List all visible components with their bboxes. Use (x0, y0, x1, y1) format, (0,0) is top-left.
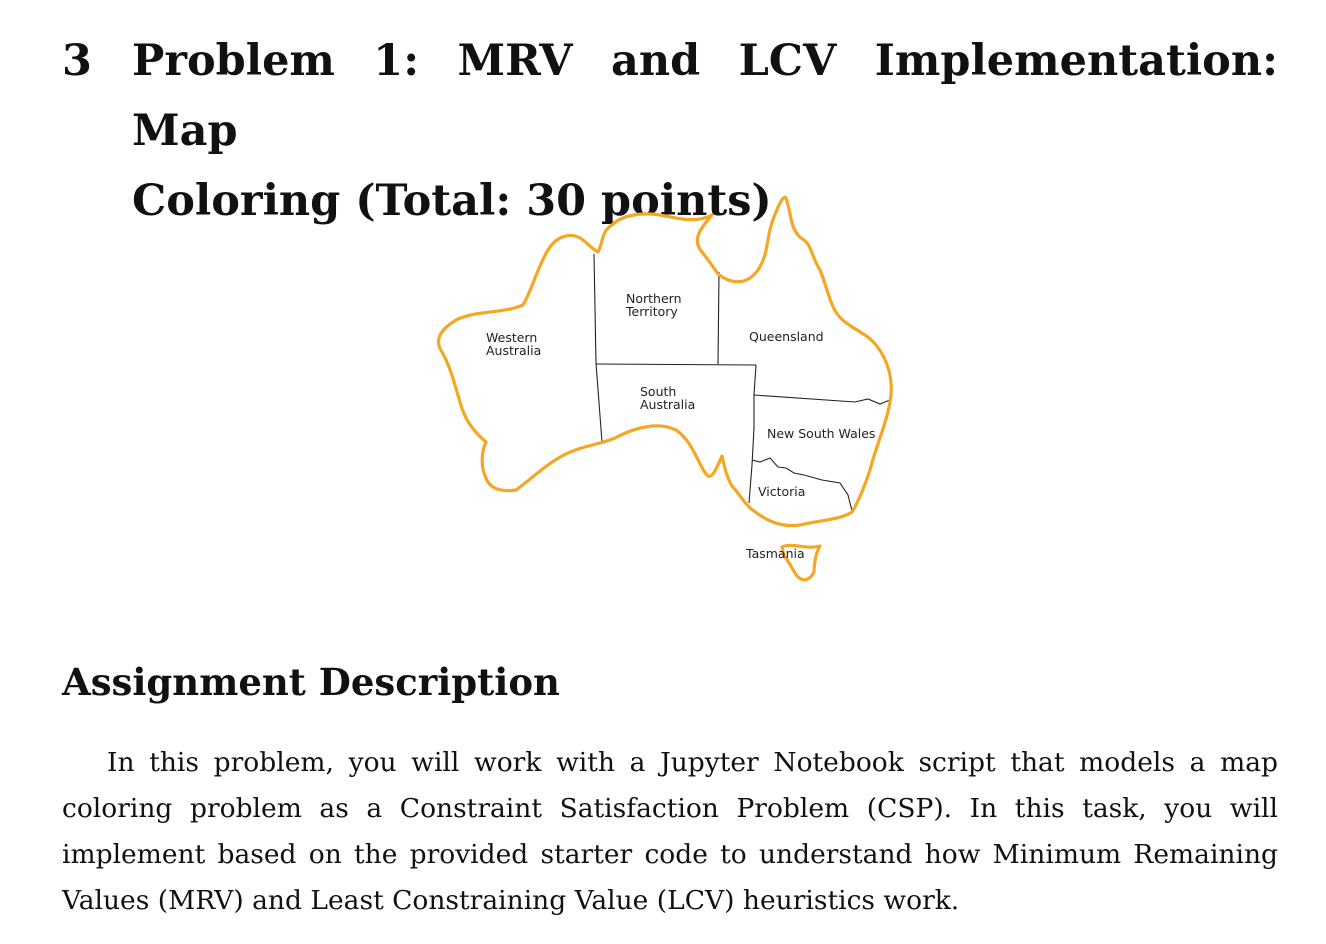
australia-map-figure (420, 180, 920, 600)
section-title-line-2: Coloring (Total: 30 points) (132, 176, 772, 226)
label-tasmania: Tasmania (746, 546, 805, 561)
label-south-australia-1: South (640, 384, 677, 399)
border-sa-qld-nsw (749, 365, 756, 503)
border-qld-nsw (754, 395, 890, 404)
body-paragraph: In this problem, you will work with a Jupyter Notebook script that models a map coloring problem as a Constraint Satisfaction Problem (CSP). In this task, you will implement based on the provided starter code to understand how Minimum Remaining Values (MRV) and Least Constraining Value (LCV) heuristics work. (62, 747, 1278, 916)
section-number: 3 (62, 36, 92, 86)
border-nt-sa (596, 364, 756, 365)
border-nt-qld (718, 272, 719, 364)
australia-map (420, 180, 920, 600)
label-south-australia-2: Australia (640, 397, 696, 412)
label-new-south-wales: New South Wales (767, 426, 876, 441)
mainland-outline (438, 197, 891, 525)
subsection-heading: Assignment Description (62, 660, 560, 704)
label-queensland: Queensland (749, 329, 824, 344)
label-victoria: Victoria (758, 484, 806, 499)
section-title-line-1: Problem 1: MRV and LCV Implementation: Map (132, 36, 1278, 156)
label-western-australia-2: Australia (486, 343, 542, 358)
label-northern-territory-2: Territory (626, 304, 678, 319)
label-northern-territory-1: Northern (626, 291, 682, 306)
label-western-australia-1: Western (486, 330, 538, 345)
border-wa-nt-sa (594, 254, 602, 442)
